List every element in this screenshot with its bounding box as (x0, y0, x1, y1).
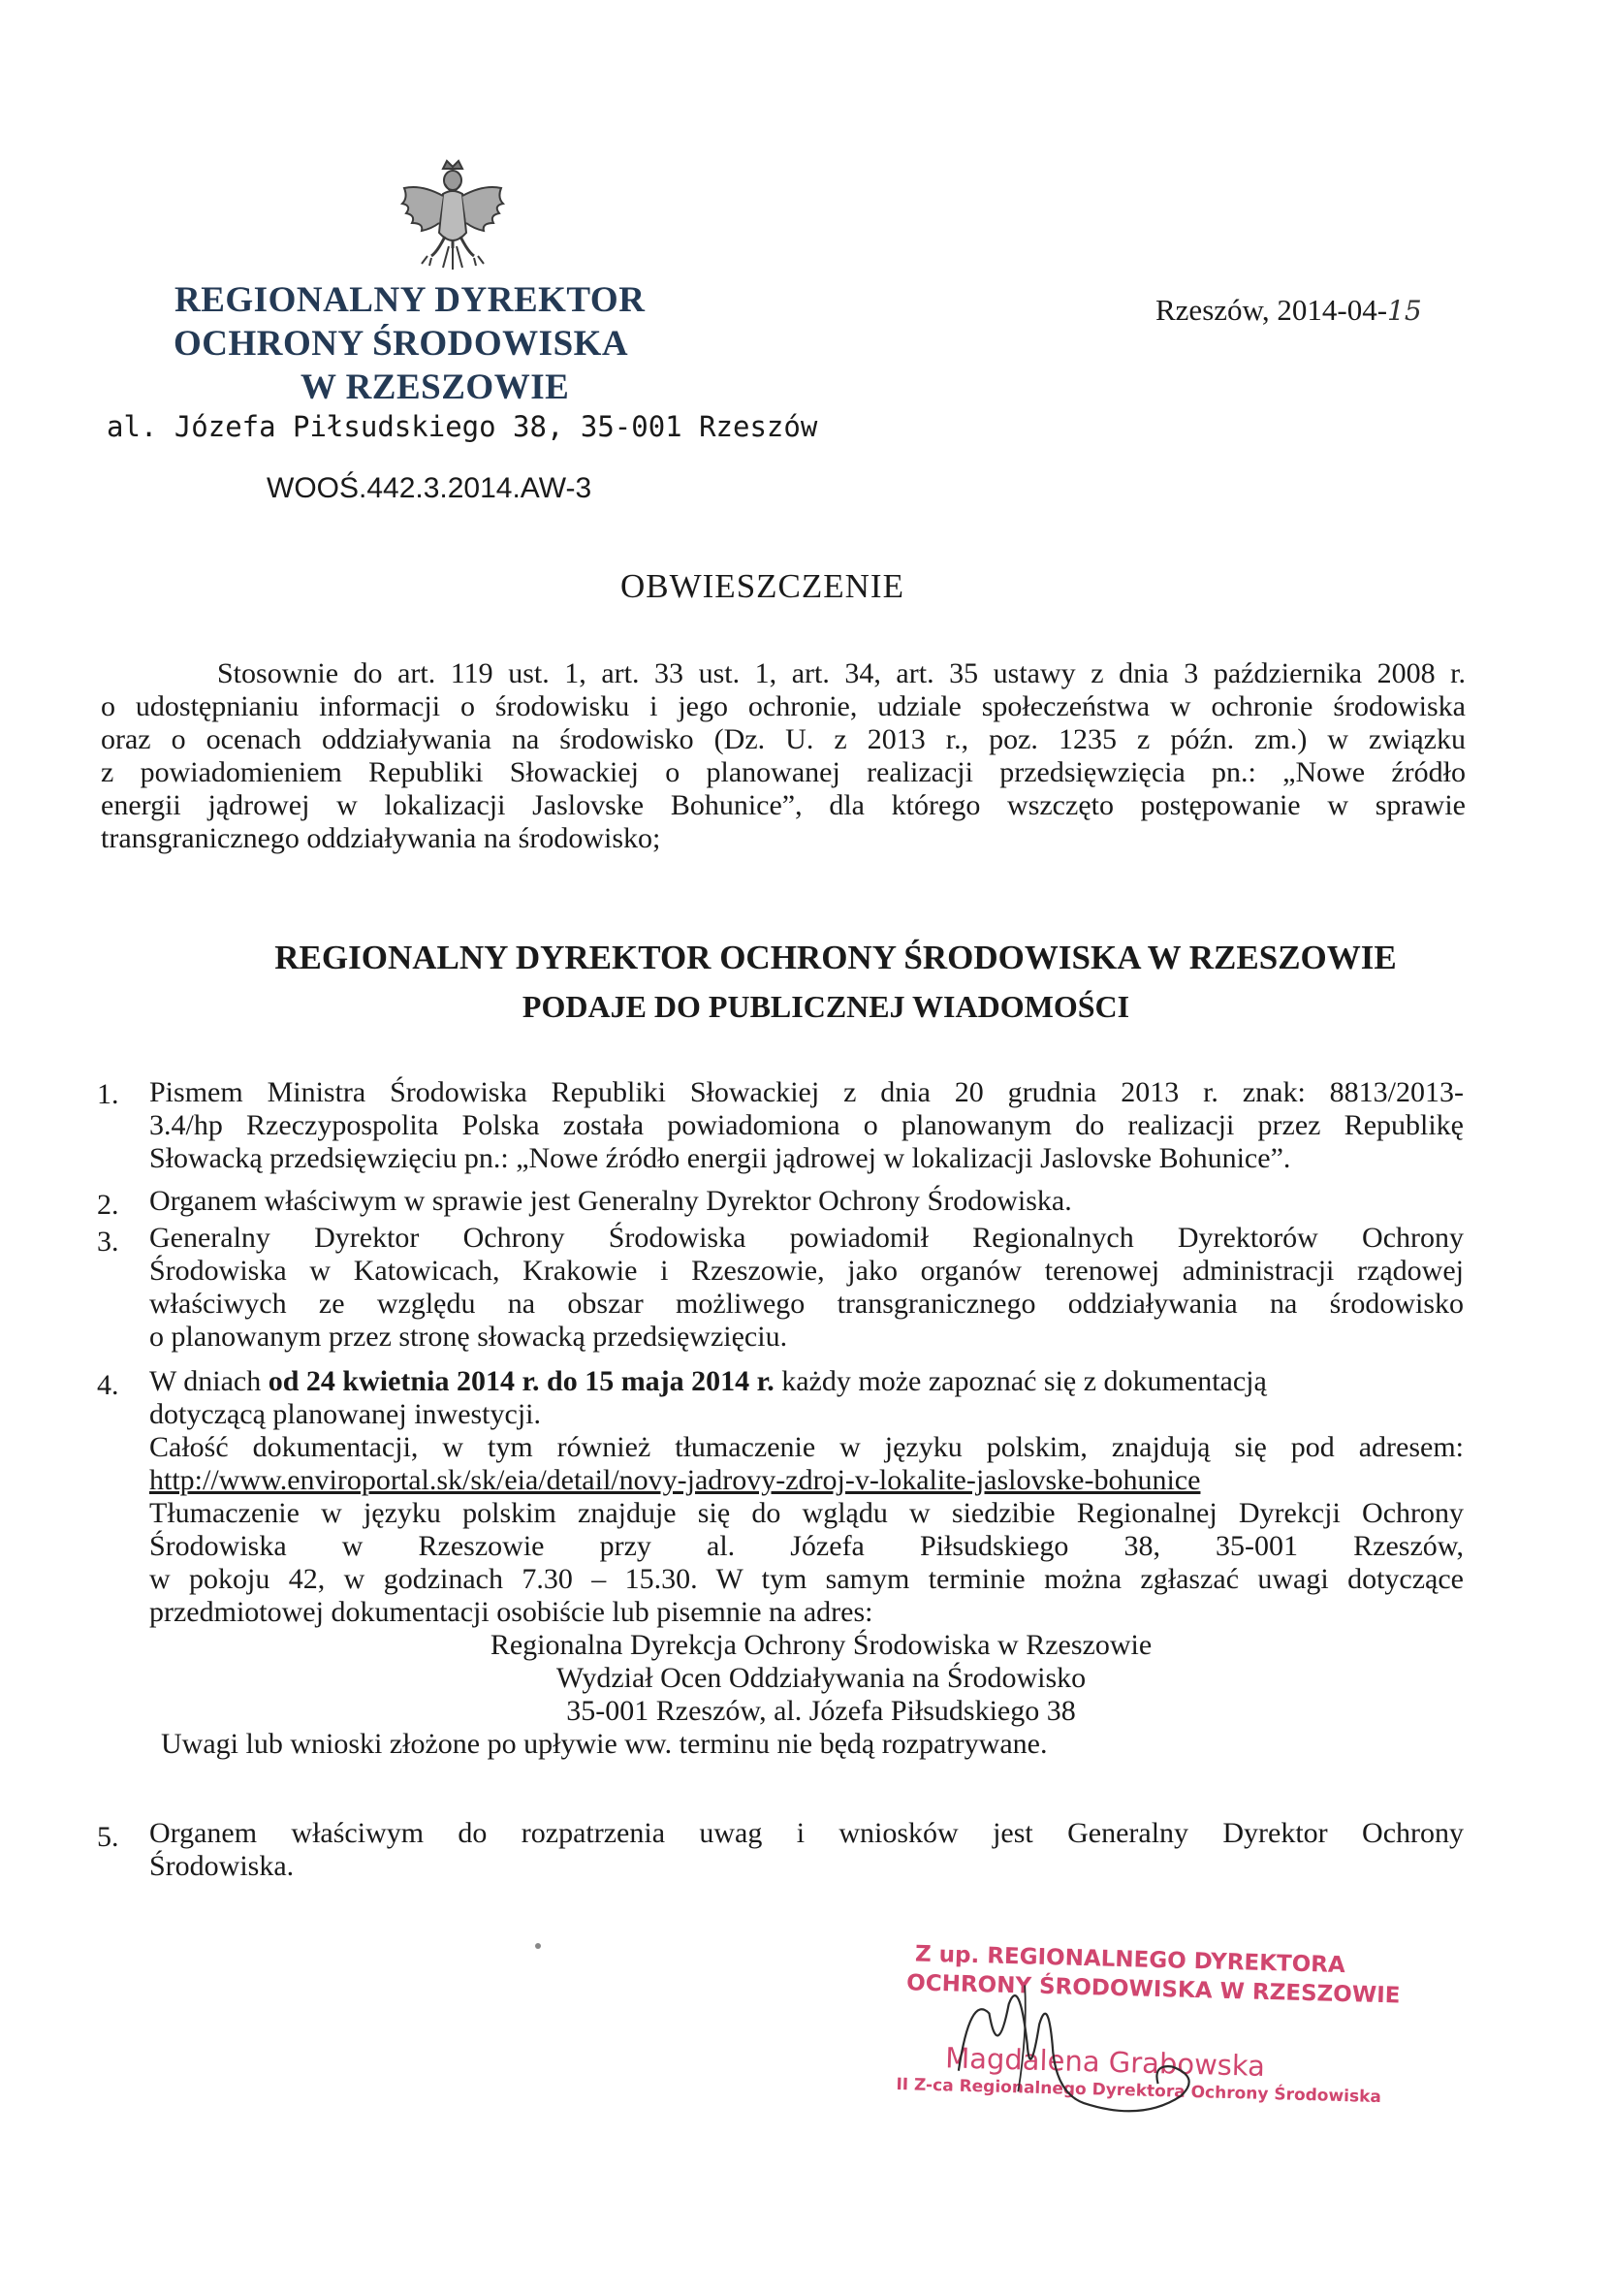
item-4-text: każdy może zapoznać się z dokumentacją (774, 1365, 1267, 1397)
intro-line: z powiadomieniem Republiki Słowackiej o planowanej realizacji przedsięwzięcia pn.: „Nowe źródło (101, 756, 1466, 788)
item-4-line (149, 1365, 1464, 1398)
item-4-dates: od 24 kwietnia 2014 r. do 15 maja 2014 r. (268, 1365, 775, 1397)
stamp-role: II Z-ca Regionalnego Dyrektora Ochrony Środowiska (896, 2074, 1382, 2108)
announce-heading-1: REGIONALNY DYREKTOR OCHRONY ŚRODOWISKA W RZESZOWIE (274, 939, 1397, 976)
item-1 (149, 1076, 1464, 1175)
document-title: OBWIESZCZENIE (620, 567, 904, 605)
date-printed: Rzeszów, 2014-04- (1155, 293, 1388, 327)
address-line: 35-001 Rzeszów, al. Józefa Piłsudskiego 38 (566, 1695, 1076, 1727)
item-number-5: 5. (97, 1821, 119, 1853)
address-line: Regionalna Dyrekcja Ochrony Środowiska w Rzeszowie (490, 1629, 1153, 1661)
item-2-line: Organem właściwym w sprawie jest Generalny Dyrektor Ochrony Środowiska. (149, 1185, 1072, 1217)
item-1-line: Słowacką przedsięwzięciu pn.: „Nowe źródło energii jądrowej w lokalizacji Jaslovske Bohunice”. (149, 1142, 1291, 1174)
handwritten-signature-icon (929, 1954, 1243, 2126)
item-4-line: Całość dokumentacji, w tym również tłumaczenie w języku polskim, znajdują się pod adresem: (149, 1431, 1464, 1463)
item-4-text: W dniach (149, 1365, 269, 1397)
item-1-line: 3.4/hp Rzeczypospolita Polska została powiadomiona o planowanym do realizacji przez Republikę (149, 1109, 1464, 1141)
polish-eagle-emblem-icon (398, 155, 507, 275)
item-5-line: Organem właściwym do rozpatrzenia uwag i wniosków jest Generalny Dyrektor Ochrony (149, 1817, 1464, 1849)
case-signature: WOOŚ.442.3.2014.AW-3 (267, 472, 592, 504)
address-line: Wydział Ocen Oddziaływania na Środowisko (555, 1662, 1087, 1694)
announce-heading-2: PODAJE DO PUBLICZNEJ WIADOMOŚCI (522, 989, 1130, 1024)
item-number-4: 4. (97, 1369, 119, 1401)
documentation-link[interactable]: http://www.enviroportal.sk/sk/eia/detail/novy-jadrovy-zdroj-v-lokalite-jaslovske-bohunice (149, 1464, 1201, 1496)
item-4 (149, 1365, 1464, 1761)
official-stamp (890, 1933, 1401, 2129)
document-date (1155, 293, 1422, 328)
item-4-line: przedmiotowej dokumentacji osobiście lub pisemnie na adres: (149, 1596, 873, 1628)
item-2 (149, 1185, 1464, 1218)
item-number-3: 3. (97, 1226, 119, 1258)
item-4-line: Tłumaczenie w języku polskim znajduje się do wglądu w siedzibie Regionalnej Dyrekcji Ochrony (149, 1497, 1464, 1529)
item-3 (149, 1222, 1464, 1354)
intro-line: oraz o ocenach oddziaływania na środowisko (Dz. U. z 2013 r., poz. 1235 z późn. zm.) w związku (101, 723, 1466, 755)
item-4-line: Środowiska w Rzeszowie przy al. Józefa Piłsudskiego 38, 35-001 Rzeszów, (149, 1530, 1464, 1562)
intro-line: Stosownie do art. 119 ust. 1, art. 33 ust. 1, art. 34, art. 35 ustawy z dnia 3 października 2008 r. (217, 657, 1466, 689)
item-4-line: w pokoju 42, w godzinach 7.30 – 15.30. W tym samym terminie można zgłaszać uwagi dotyczące (149, 1563, 1464, 1595)
item-1-line: Pismem Ministra Środowiska Republiki Słowackiej z dnia 20 grudnia 2013 r. znak: 8813/2013- (149, 1076, 1464, 1108)
intro-paragraph (101, 657, 1466, 855)
office-name-line-3: W RZESZOWIE (300, 367, 570, 407)
scan-speck (535, 1943, 541, 1949)
office-name-line-2: OCHRONY ŚRODOWISKA (174, 324, 629, 364)
stamp-line-1: Z up. REGIONALNEGO DYREKTORA (914, 1941, 1346, 1979)
date-handwritten: 15 (1387, 295, 1422, 327)
intro-line: energii jądrowej w lokalizacji Jaslovske Bohunice”, dla którego wszczęto postępowanie w sprawie (101, 789, 1466, 821)
office-name-line-1: REGIONALNY DYREKTOR (174, 280, 646, 320)
item-5 (149, 1817, 1464, 1883)
item-5-line: Środowiska. (149, 1850, 295, 1882)
item-3-line: właściwych ze względu na obszar możliwego transgranicznego oddziaływania na środowisko (149, 1288, 1464, 1320)
intro-line: o udostępnianiu informacji o środowisku i jego ochronie, udziale społeczeństwa w ochronie środowiska (101, 690, 1466, 722)
stamp-name: Magdalena Grabowska (944, 2041, 1266, 2083)
item-number-2: 2. (97, 1189, 119, 1221)
item-3-line: o planowanym przez stronę słowacką przedsięwzięciu. (149, 1321, 788, 1353)
item-4-line: dotyczącą planowanej inwestycji. (149, 1398, 542, 1430)
item-3-line: Generalny Dyrektor Ochrony Środowiska powiadomił Regionalnych Dyrektorów Ochrony (149, 1222, 1464, 1254)
stamp-line-2: OCHRONY ŚRODOWISKA W RZESZOWIE (905, 1970, 1401, 2009)
item-number-1: 1. (97, 1078, 119, 1110)
item-4-line: Uwagi lub wnioski złożone po upływie ww. terminu nie będą rozpatrywane. (161, 1728, 1048, 1760)
item-3-line: Środowiska w Katowicach, Krakowie i Rzeszowie, jako organów terenowej administracji rządowej (149, 1255, 1464, 1287)
intro-line: transgranicznego oddziaływania na środowisko; (101, 822, 661, 854)
office-address: al. Józefa Piłsudskiego 38, 35-001 Rzeszów (107, 410, 818, 443)
